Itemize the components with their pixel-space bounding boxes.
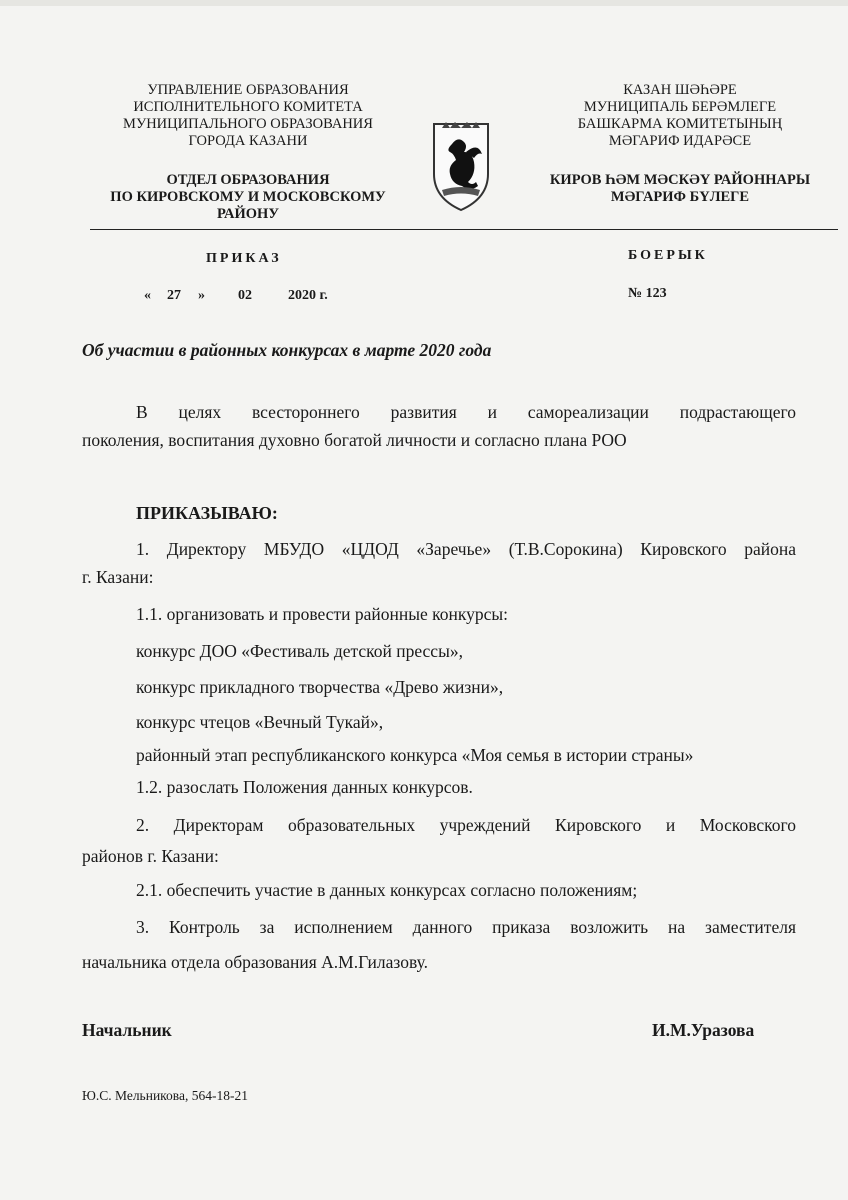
item-2-1: 2.1. обеспечить участие в данных конкурсах согласно положениям; [136,880,638,900]
header-right [520,82,840,206]
item-1-line-2: г. Казани: [82,567,154,587]
header-right-dept-line: КИРОВ ҺӘМ МӘСКӘҮ РАЙОННАРЫ [549,172,811,188]
kazan-coat-of-arms-icon [428,122,494,212]
header-left-dept-line: ПО КИРОВСКОМУ И МОСКОВСКОМУ [110,189,386,205]
item-3-line-1: 3. Контроль за исполнением данного приказа возложить на заместителя [136,917,796,937]
header-divider [90,229,838,230]
preamble-line-2: поколения, воспитания духовно богатой личности и согласно плана РОО [82,430,627,450]
order-word: ПРИКАЗЫВАЮ: [136,503,278,523]
order-number: № 123 [628,286,667,301]
item-1-2: 1.2. разослать Положения данных конкурсов. [136,777,473,797]
header-left-line: УПРАВЛЕНИЕ ОБРАЗОВАНИЯ [147,82,349,98]
contest-item: конкурс прикладного творчества «Древо жизни», [136,677,504,697]
signature-position: Начальник [82,1020,172,1040]
item-1-line-1: 1. Директору МБУДО «ЦДОД «Заречье» (Т.В.Сорокина) Кировского района [136,539,796,559]
contest-item: конкурс чтецов «Вечный Тукай», [136,712,384,732]
header-right-line: БАШКАРМА КОМИТЕТЫНЫҢ [577,116,783,132]
item-3-line-2: начальника отдела образования А.М.Гилазову. [82,952,429,972]
order-title-tt: БОЕРЫК [628,248,708,263]
header-right-line: КАЗАН ШӘҺӘРЕ [623,82,737,98]
header-left-dept-line: РАЙОНУ [217,206,279,222]
signature-name: И.М.Уразова [652,1020,755,1040]
header-right-line: МӘГАРИФ ИДАРӘСЕ [608,133,752,149]
contest-item: районный этап республиканского конкурса «Моя семья в истории страны» [136,745,694,765]
header-left [88,82,408,223]
contest-item: конкурс ДОО «Фестиваль детской прессы», [136,641,463,661]
item-2-line-1: 2. Директорам образовательных учреждений Кировского и Московского [136,815,796,835]
header-right-dept-line: МӘГАРИФ БҮЛЕГЕ [610,189,750,205]
header-left-line: МУНИЦИПАЛЬНОГО ОБРАЗОВАНИЯ [123,116,373,132]
date-open-quote: « [144,288,151,303]
date-day: 27 [167,288,181,303]
item-2-line-2: районов г. Казани: [82,846,219,866]
order-title-ru: ПРИКАЗ [206,251,282,266]
header-left-line: ГОРОДА КАЗАНИ [188,133,308,149]
header-left-dept-line: ОТДЕЛ ОБРАЗОВАНИЯ [166,172,330,188]
header-right-line: МУНИЦИПАЛЬ БЕРӘМЛЕГЕ [583,99,777,115]
date-month: 02 [238,288,252,303]
order-subject: Об участии в районных конкурсах в марте 2020 года [82,340,492,360]
item-1-1: 1.1. организовать и провести районные конкурсы: [136,604,508,624]
header-left-line: ИСПОЛНИТЕЛЬНОГО КОМИТЕТА [133,99,363,115]
preamble-line-1: В целях всестороннего развития и самореализации подрастающего [136,402,796,422]
date-close-quote: » [198,288,205,303]
executor-contact: Ю.С. Мельникова, 564-18-21 [82,1088,248,1103]
scan-edge [0,0,848,6]
date-year: 2020 г. [288,288,328,303]
